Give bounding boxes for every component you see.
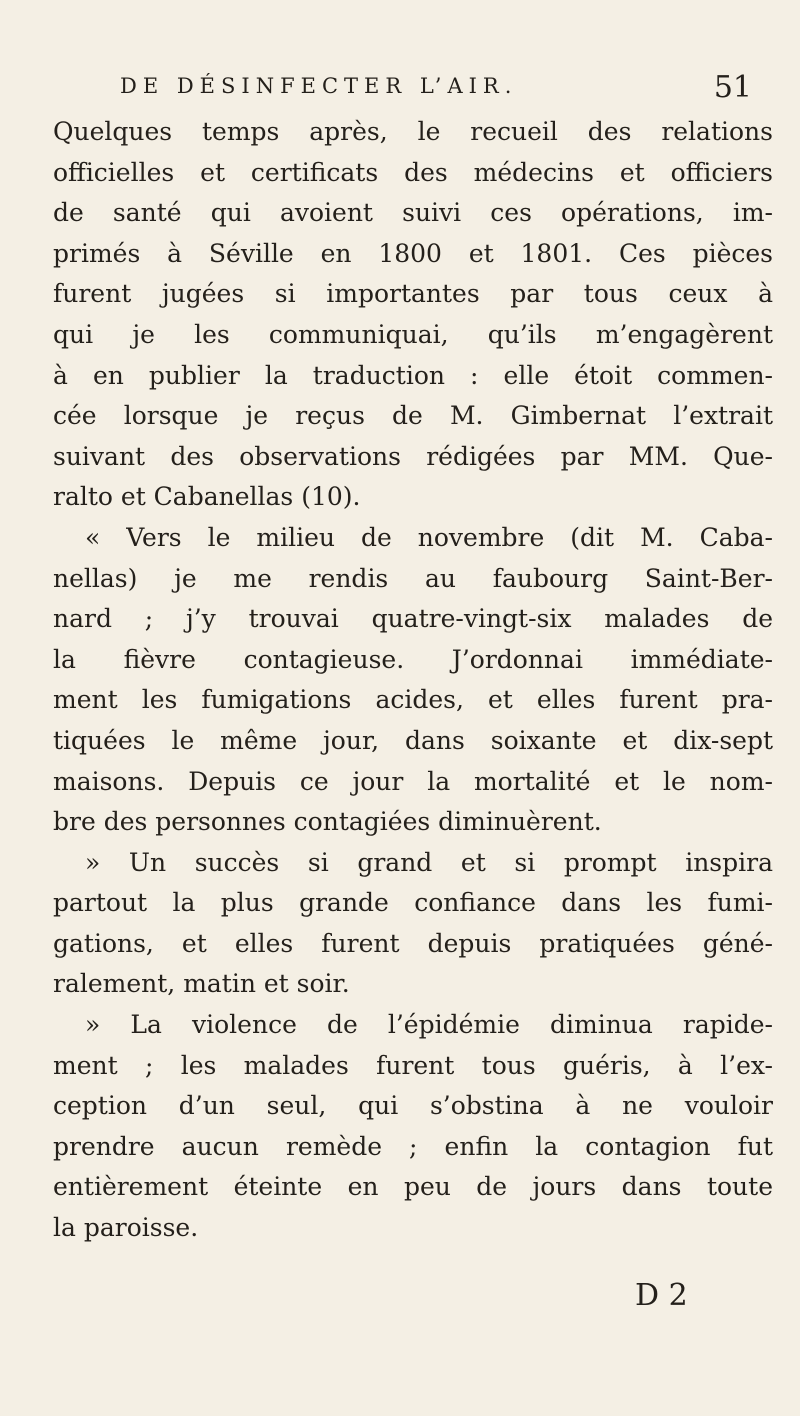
text-line: la fièvre contagieuse. J’ordonnai immédiate- bbox=[53, 644, 773, 674]
text-line: qui je les communiquai, qu’ils m’engagèrent bbox=[53, 319, 773, 349]
text-line: primés à Séville en 1800 et 1801. Ces pièces bbox=[53, 238, 773, 268]
text-line: ralement, matin et soir. bbox=[53, 969, 350, 999]
text-line: tiquées le même jour, dans soixante et dix-sept bbox=[53, 725, 773, 755]
text-line: ception d’un seul, qui s’obstina à ne vouloir bbox=[53, 1091, 773, 1121]
text-line: « Vers le milieu de novembre (dit M. Caba- bbox=[85, 522, 773, 552]
signature-mark: D 2 bbox=[635, 1278, 688, 1313]
text-line: gations, et elles furent depuis pratiquées géné- bbox=[53, 928, 773, 958]
text-line: nellas) je me rendis au faubourg Saint-Ber- bbox=[53, 563, 773, 593]
text-line: maisons. Depuis ce jour la mortalité et le nom- bbox=[53, 766, 773, 796]
text-line: officielles et certificats des médecins et officiers bbox=[53, 157, 773, 187]
body-text bbox=[53, 112, 773, 1249]
running-title: DE DÉSINFECTER L’AIR. bbox=[120, 74, 518, 98]
text-line: partout la plus grande confiance dans les fumi- bbox=[53, 888, 773, 918]
text-line: de santé qui avoient suivi ces opérations, im- bbox=[53, 198, 773, 228]
text-line: ralto et Cabanellas (10). bbox=[53, 482, 361, 512]
page-number: 51 bbox=[713, 70, 752, 105]
text-line: entièrement éteinte en peu de jours dans toute bbox=[53, 1172, 773, 1202]
text-line: prendre aucun remède ; enfin la contagion fut bbox=[53, 1131, 773, 1161]
text-line: suivant des observations rédigées par MM. Que- bbox=[53, 441, 773, 471]
text-line: bre des personnes contagiées diminuèrent. bbox=[53, 807, 602, 837]
text-line: la paroisse. bbox=[53, 1213, 199, 1243]
text-line: cée lorsque je reçus de M. Gimbernat l’extrait bbox=[53, 401, 773, 431]
text-line: ment les fumigations acides, et elles furent pra- bbox=[53, 685, 773, 715]
text-line: » La violence de l’épidémie diminua rapide- bbox=[85, 1010, 773, 1040]
text-line: Quelques temps après, le recueil des relations bbox=[53, 117, 773, 146]
text-line: à en publier la traduction : elle étoit commen- bbox=[53, 360, 773, 390]
text-line: ment ; les malades furent tous guéris, à l’ex- bbox=[53, 1050, 773, 1080]
text-line: nard ; j’y trouvai quatre-vingt-six malades de bbox=[53, 604, 773, 634]
text-line: » Un succès si grand et si prompt inspira bbox=[85, 847, 773, 877]
page-header bbox=[120, 70, 760, 110]
text-line: furent jugées si importantes par tous ceux à bbox=[53, 279, 773, 309]
